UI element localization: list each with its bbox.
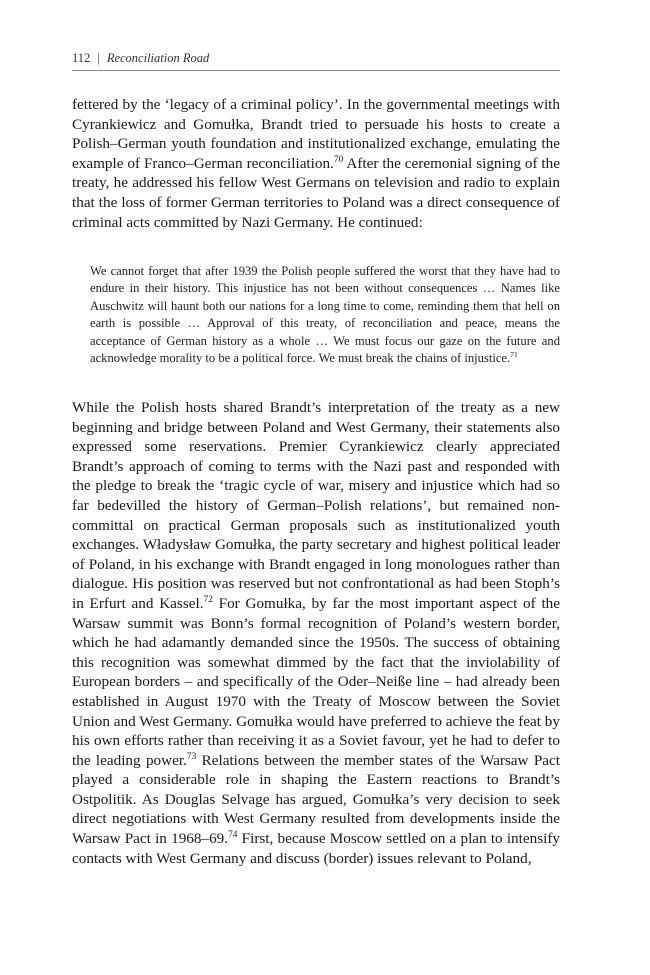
block-quote bbox=[90, 263, 560, 367]
footnote-ref-74: 74 bbox=[228, 830, 238, 840]
page-number: 112 bbox=[72, 51, 91, 65]
running-head bbox=[72, 50, 560, 66]
footnote-ref-71: 71 bbox=[510, 349, 518, 359]
paragraph-2-text: While the Polish hosts shared Brandt’s interpretation of the treaty as a new beginning and bridge between Poland and West Germany, their statements also expressed some reservations. Premier Cyrankiewicz clearly appreciated Brandt’s approach of coming to terms with the Nazi past and responded with the pledge to break the ‘tragic cycle of war, misery and injustice which had so far bedevilled the history of German–Polish relations’, but remained non-committal on practical German proposals such as institutionalized youth exchanges. Władysław Gomułka, the party secretary and highest political leader of Poland, in his exchange with Brandt engaged in long monologues rather than dialogue. His position was reserved but not confrontational as had been Stoph’s in Erfurt and Kassel. bbox=[72, 399, 560, 612]
paragraph-2-text-cont-3: First, because Moscow settled on a plan to intensify contacts with West Germany and discuss (border) issues relevant to Poland, bbox=[72, 830, 560, 867]
paragraph-1-text: fettered by the ‘legacy of a criminal policy’. In the governmental meetings with Cyrankiewicz and Gomułka, Brandt tried to persuade his hosts to create a Polish–German youth foundation and institutionalized exchange, emulating the example of Franco–German reconciliation. bbox=[72, 96, 560, 172]
paragraph-2-text-cont-2: Relations between the member states of the Warsaw Pact played a considerable role in shaping the Eastern reactions to Brandt’s Ostpolitik. As Douglas Selvage has argued, Gomułka’s very decision to seek direct negotiations with West Germany resulted from developments inside the Warsaw Pact in 1968–69. bbox=[72, 751, 560, 848]
paragraph-1 bbox=[72, 95, 560, 232]
header-rule bbox=[72, 70, 560, 71]
footnote-ref-72: 72 bbox=[203, 594, 213, 605]
paragraph-1-text-cont: After the ceremonial signing of the treaty, he addressed his fellow West Germans on television and radio to explain that the loss of former German territories to Poland was a direct consequence of criminal acts committed by Nazi Germany. He continued: bbox=[72, 154, 560, 231]
running-title: Reconciliation Road bbox=[106, 51, 210, 65]
block-quote-text: We cannot forget that after 1939 the Polish people suffered the worst that they have had to endure in their history. This injustice has not been without consequences … Names like Auschwitz will haunt both our nations for a long time to come, reminding them that hell on earth is possible … Approval of this treaty, of reconciliation and peace, means the acceptance of German history as a whole … We must focus our gaze on the future and acknowledge morality to be a political force. We must break the chains of injustice. bbox=[90, 264, 560, 366]
paragraph-2-text-cont-1: For Gomułka, by far the most important aspect of the Warsaw summit was Bonn’s formal recognition of Poland’s western border, which he had adamantly demanded since the 1950s. The success of obtaining this recognition was somewhat dimmed by the fact that the inviolability of European borders – and specifically of the Oder–Neiße line – had already been established in August 1970 with the Treaty of Moscow between the Soviet Union and West Germany. Gomułka would have preferred to achieve the feat by his own efforts rather than receiving it as a Soviet favour, yet he had to defer to the leading power. bbox=[72, 594, 560, 769]
header-separator: | bbox=[97, 51, 100, 65]
paragraph-2 bbox=[72, 398, 560, 868]
footnote-ref-70: 70 bbox=[333, 154, 344, 165]
footnote-ref-73: 73 bbox=[186, 751, 197, 762]
